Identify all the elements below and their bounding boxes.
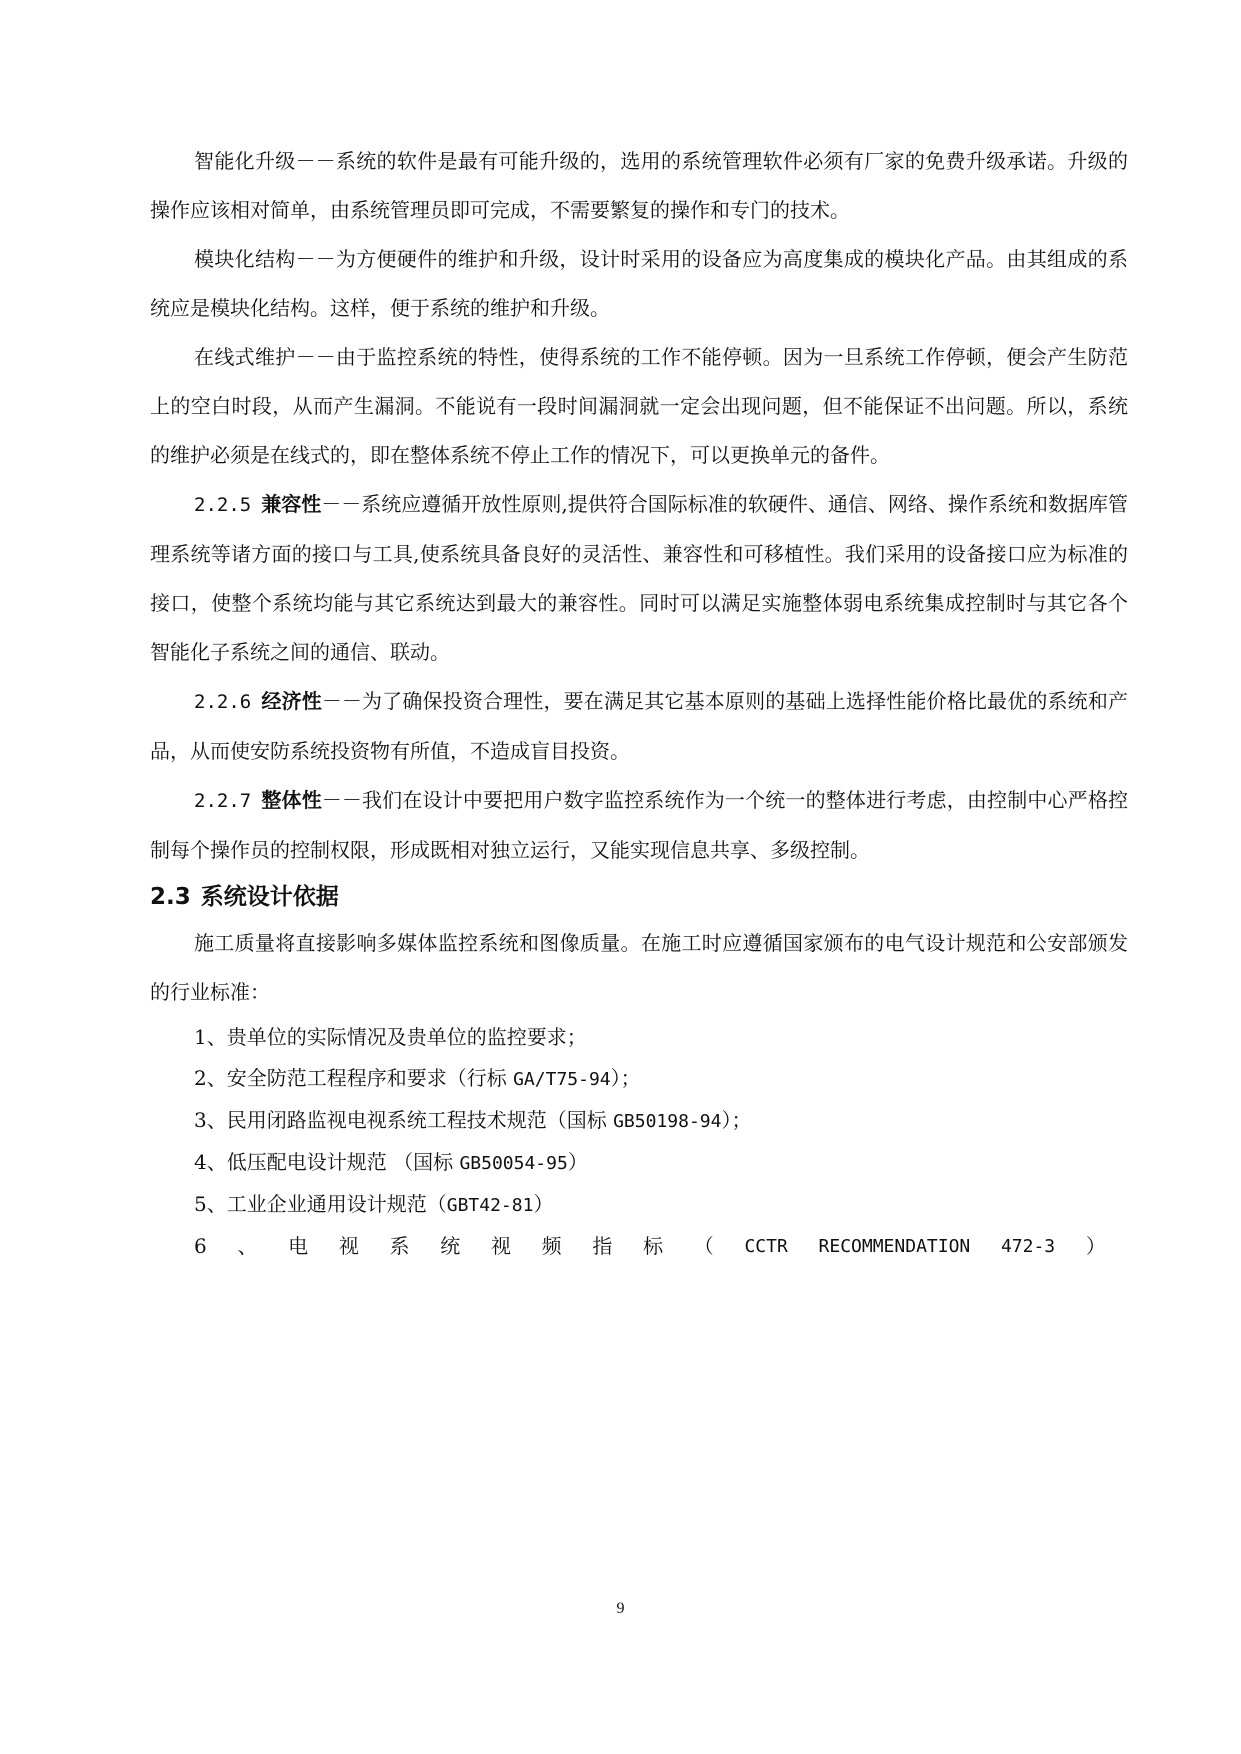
list-item-2 (150, 1058, 1128, 1100)
section-number: 2.2.6 (194, 691, 252, 713)
list-item-1 (150, 1017, 1128, 1058)
list-item-end: ） (567, 1150, 588, 1174)
section-keyword: 整体性 (261, 788, 322, 812)
list-item-part: 视 (490, 1234, 511, 1258)
paragraph-text: －－由于监控系统的特性，使得系统的工作不能停顿。因为一旦系统工作停顿，便会产生防范上的空白时段，从而产生漏洞。不能说有一段时间漏洞就一定会出现问题，但不能保证不出问题。所以，系统的维护必须是在线式的，即在整体系统不停止工作的情况下，可以更换单元的备件。 (150, 345, 1129, 467)
section-text: －－我们在设计中要把用户数字监控系统作为一个统一的整体进行考虑，由控制中心严格控制每个操作员的控制权限，形成既相对独立运行，又能实现信息共享、多级控制。 (150, 788, 1129, 862)
list-item-end: ） (533, 1192, 554, 1216)
standard-code: GB50054-95 (459, 1153, 568, 1174)
list-item-part: 统 (440, 1234, 461, 1258)
list-item-4 (150, 1142, 1128, 1184)
section-2-2-6-economy (150, 677, 1128, 776)
paragraph-intelligent-upgrade (150, 137, 1128, 235)
list-item-part: （ (693, 1234, 714, 1258)
list-item-part: ） (1085, 1234, 1106, 1258)
section-heading-2-3 (150, 875, 1128, 919)
paragraph-text: －－系统的软件是最有可能升级的，选用的系统管理软件必须有厂家的免费升级承诺。升级的操作应该相对简单，由系统管理员即可完成，不需要繁复的操作和专门的技术。 (150, 149, 1129, 222)
list-item-part: 视 (338, 1234, 359, 1258)
page-number: 9 (616, 1600, 625, 1617)
list-item-text: 2、安全防范工程程序和要求（行标 (194, 1066, 514, 1090)
paragraph-modular-structure (150, 235, 1128, 333)
list-item-3 (150, 1100, 1128, 1142)
list-item-end: ）； (721, 1108, 752, 1132)
list-item-part: CCTR (744, 1236, 788, 1257)
page-body (150, 137, 1128, 1267)
heading-number: 2.3 (150, 884, 191, 910)
list-item-part: 标 (643, 1234, 664, 1258)
list-item-end: ）； (610, 1066, 641, 1090)
heading-title: 系统设计依据 (200, 884, 339, 910)
list-item-part: 指 (592, 1234, 613, 1258)
section-text: －－为了确保投资合理性，要在满足其它基本原则的基础上选择性能价格比最优的系统和产品，从而使安防系统投资物有所值，不造成盲目投资。 (150, 689, 1129, 763)
term-online-maintenance: 在线式维护 (194, 345, 296, 369)
list-item-part: 电 (288, 1234, 309, 1258)
list-item-part: 472-3 (1000, 1236, 1056, 1257)
section-2-2-5-compatibility (150, 480, 1128, 677)
list-item-5 (150, 1184, 1128, 1226)
section-number: 2.2.5 (194, 494, 252, 516)
section-keyword: 兼容性 (261, 492, 322, 516)
standard-code: GB50198-94 (613, 1111, 722, 1132)
paragraph-text: －－为方便硬件的维护和升级，设计时采用的设备应为高度集成的模块化产品。由其组成的系统应是模块化结构。这样，便于系统的维护和升级。 (150, 247, 1129, 320)
list-item-text: 4、低压配电设计规范 （国标 (194, 1150, 460, 1174)
list-item-part: 、 (237, 1234, 258, 1258)
list-item-part: 频 (541, 1234, 562, 1258)
paragraph-basis-intro: 施工质量将直接影响多媒体监控系统和图像质量。在施工时应遵循国家颁布的电气设计规范和公安部颁发的行业标准： (150, 931, 1128, 1004)
standard-code: GBT42-81 (446, 1195, 534, 1216)
term-intelligent-upgrade: 智能化升级 (194, 149, 296, 173)
section-2-2-7-integrity (150, 776, 1128, 875)
list-item-text: 5、工业企业通用设计规范（ (194, 1192, 447, 1216)
list-item-text: 1、贵单位的实际情况及贵单位的监控要求； (194, 1025, 587, 1049)
section-text: －－系统应遵循开放性原则,提供符合国际标准的软硬件、通信、网络、操作系统和数据库管理系统等诸方面的接口与工具,使系统具备良好的灵活性、兼容性和可移植性。我们采用的设备接口应为标准的接口，使整个系统均能与其它系统达到最大的兼容性。同时可以满足实施整体弱电系统集成控制时与其它各个智能化子系统之间的通信、联动。 (150, 492, 1129, 664)
section-number: 2.2.7 (194, 790, 252, 812)
list-item-text: 3、民用闭路监视电视系统工程技术规范（国标 (194, 1108, 614, 1132)
list-item-part: 系 (389, 1234, 410, 1258)
list-item-6 (150, 1226, 1128, 1267)
paragraph-online-maintenance (150, 333, 1128, 480)
list-item-part: 6 (194, 1234, 207, 1258)
list-item-part: RECOMMENDATION (818, 1236, 971, 1257)
term-modular-structure: 模块化结构 (194, 247, 296, 271)
standard-code: GA/T75-94 (513, 1069, 611, 1090)
section-keyword: 经济性 (261, 689, 322, 713)
